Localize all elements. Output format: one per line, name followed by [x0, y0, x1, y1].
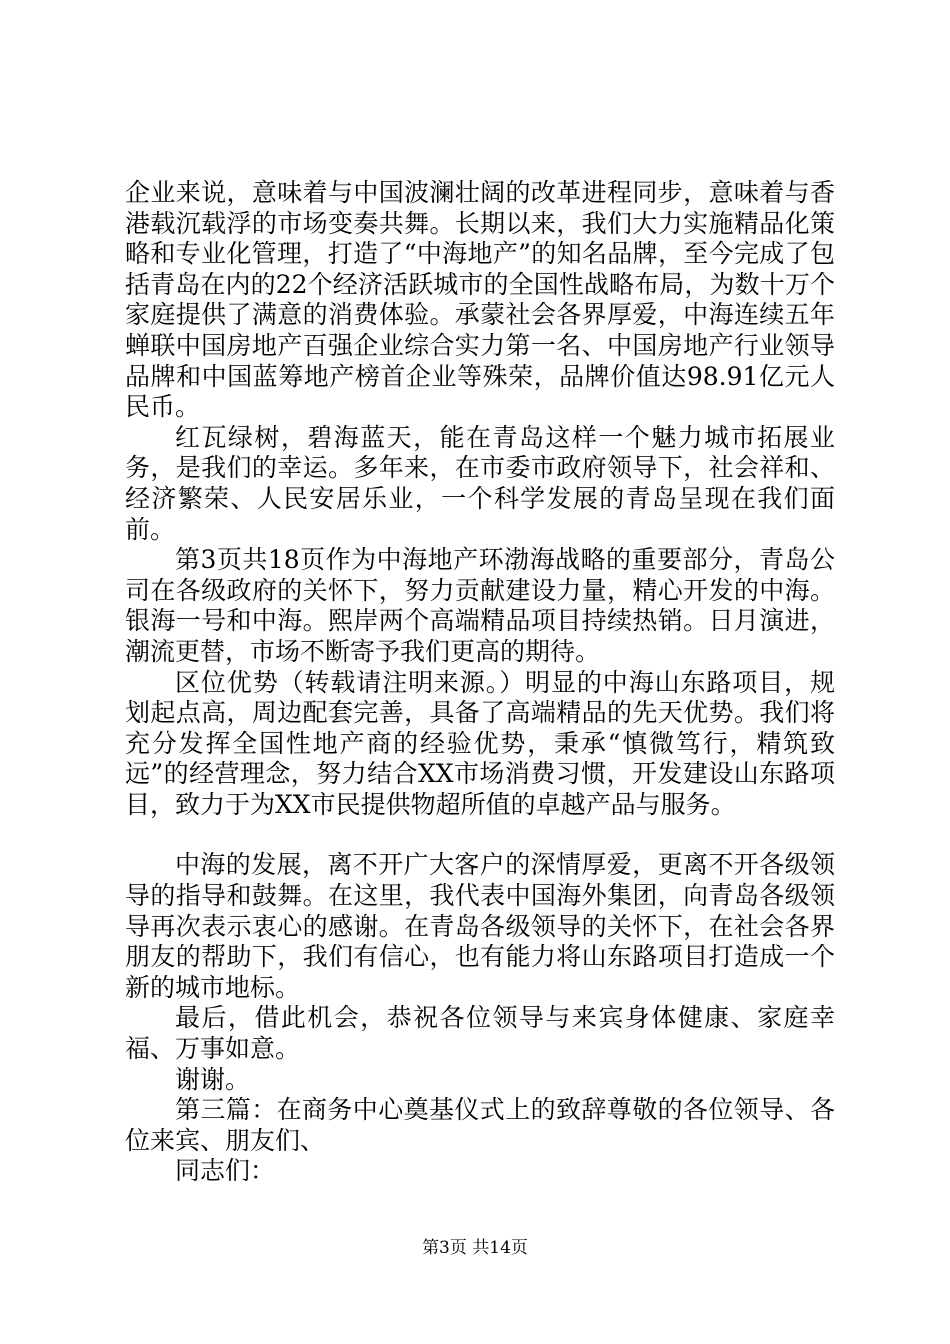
page-footer: 第3页 共14页: [422, 1238, 528, 1258]
paragraph-3: 第3页共18页作为中海地产环渤海战略的重要部分，青岛公司在各级政府的关怀下，努力贡献建设力量，精心开发的中海。银海一号和中海。熙岸两个高端精品项目持续热销。日月演进，潮流更替，市场不断寄予我们更高的期待。: [125, 545, 835, 666]
paragraph-1: 企业来说，意味着与中国波澜壮阔的改革进程同步，意味着与香港载沉载浮的市场变奏共舞。长期以来，我们大力实施精品化策略和专业化管理，打造了“中海地产”的知名品牌，至今完成了包括青岛在内的22个经济活跃城市的全国性战略布局，为数十万个家庭提供了满意的消费体验。承蒙社会各界厚爱，中海连续五年蝉联中国房地产百强企业综合实力第一名、中国房地产行业领导品牌和中国蓝筹地产榜首企业等殊荣，品牌价值达98.91亿元人民币。: [125, 178, 835, 422]
body-text: [125, 178, 835, 1187]
paragraph-5: 中海的发展，离不开广大客户的深情厚爱，更离不开各级领导的指导和鼓舞。在这里，我代表中国海外集团，向青岛各级领导再次表示衷心的感谢。在青岛各级领导的关怀下，在社会各界朋友的帮助下，我们有信心，也有能力将山东路项目打造成一个新的城市地标。: [125, 850, 835, 1002]
paragraph-9: 同志们：: [175, 1156, 276, 1186]
paragraph-6: 最后，借此机会，恭祝各位领导与来宾身体健康、家庭幸福、万事如意。: [125, 1003, 835, 1064]
paragraph-2: 红瓦绿树，碧海蓝天，能在青岛这样一个魅力城市拓展业务，是我们的幸运。多年来，在市委市政府领导下，社会祥和、经济繁荣、人民安居乐业，一个科学发展的青岛呈现在我们面前。: [125, 422, 835, 544]
paragraph-4: 区位优势（转载请注明来源。）明显的中海山东路项目，规划起点高，周边配套完善，具备了高端精品的先天优势。我们将充分发挥全国性地产商的经验优势，秉承“慎微笃行，精筑致远”的经营理念，努力结合XX市场消费习惯，开发建设山东路项目，致力于为XX市民提供物超所值的卓越产品与服务。: [125, 667, 835, 819]
paragraph-7: 谢谢。: [175, 1064, 251, 1094]
paragraph-8: 第三篇：在商务中心奠基仪式上的致辞尊敬的各位领导、各位来宾、朋友们、: [125, 1095, 835, 1155]
